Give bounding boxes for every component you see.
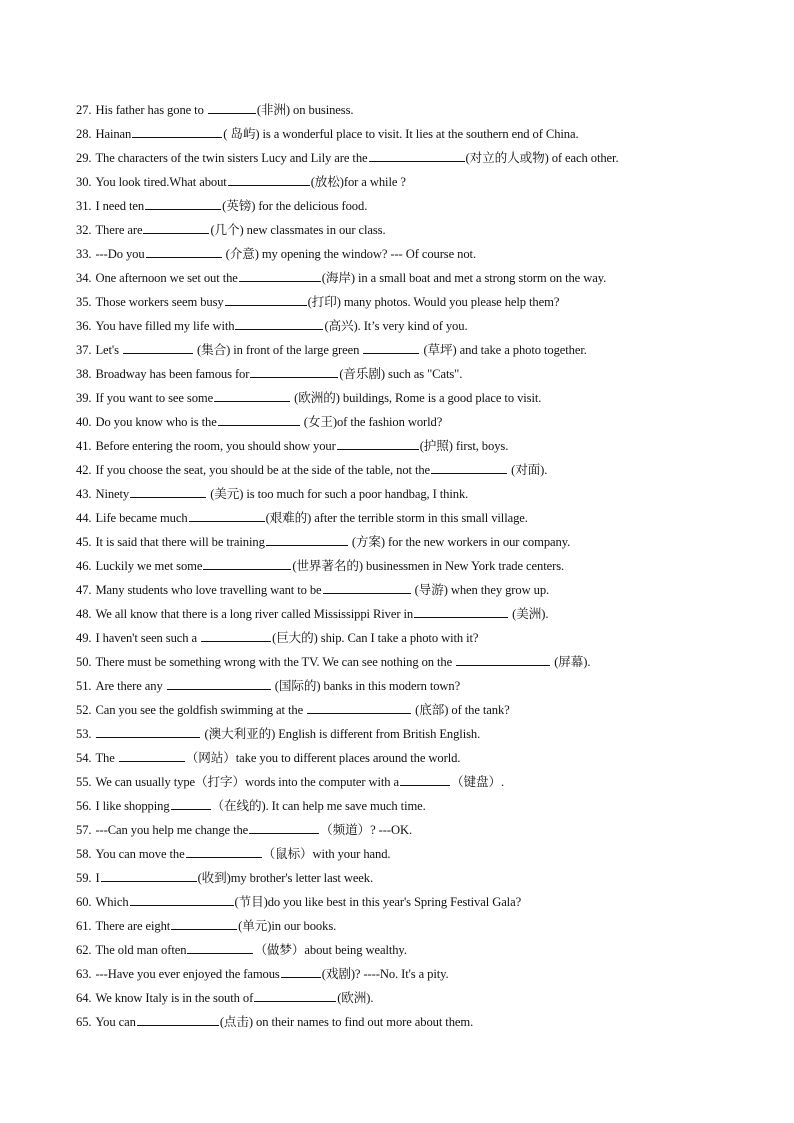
sentence-text: There must be something wrong with the TV. We can see nothing on the [95, 655, 456, 669]
sentence-text: You look tired.What about [95, 175, 227, 189]
sentence-text: Life became much [95, 511, 188, 525]
item-number: 30. [76, 175, 92, 189]
sentence-text: (非洲) on business. [256, 103, 354, 117]
sentence-text: (高兴). It’s very kind of you. [324, 319, 468, 333]
exercise-item [76, 652, 766, 676]
item-number: 64. [76, 991, 92, 1005]
sentence-text: （键盘）. [451, 775, 505, 789]
item-number: 65. [76, 1015, 92, 1029]
sentence-text: (屏幕). [551, 655, 591, 669]
sentence-text: Luckily we met some [95, 559, 203, 573]
exercise-item [76, 340, 766, 364]
exercise-item [76, 508, 766, 532]
sentence-text: (戏剧)? ----No. It's a pity. [321, 967, 449, 981]
exercise-item [76, 364, 766, 388]
exercise-item [76, 676, 766, 700]
answer-blank[interactable] [307, 700, 411, 714]
sentence-text: Ninety [95, 487, 130, 501]
sentence-text: (世界著名的) businessmen in New York trade centers. [292, 559, 565, 573]
answer-blank[interactable] [146, 244, 222, 258]
sentence-text: We can usually type（打字）words into the computer with a [95, 775, 400, 789]
item-number: 41. [76, 439, 92, 453]
item-number: 60. [76, 895, 92, 909]
sentence-text: You can move the [95, 847, 185, 861]
exercise-item [76, 172, 766, 196]
sentence-text: (艰难的) after the terrible storm in this small village. [265, 511, 528, 525]
answer-blank[interactable] [400, 772, 450, 786]
item-number: 43. [76, 487, 92, 501]
sentence-text: I haven't seen such a [95, 631, 201, 645]
answer-blank[interactable] [130, 484, 206, 498]
exercise-item [76, 916, 766, 940]
sentence-text: I need ten [95, 199, 145, 213]
sentence-text: I [95, 871, 100, 885]
exercise-item [76, 868, 766, 892]
exercise-item [76, 460, 766, 484]
sentence-text: (女王)of the fashion world? [300, 415, 443, 429]
exercise-item [76, 532, 766, 556]
answer-blank[interactable] [145, 196, 221, 210]
answer-blank[interactable] [414, 604, 508, 618]
sentence-text: （做梦）about being wealthy. [254, 943, 407, 957]
answer-blank[interactable] [225, 292, 307, 306]
item-number: 45. [76, 535, 92, 549]
sentence-text: There are [95, 223, 143, 237]
sentence-text: (单元)in our books. [238, 919, 337, 933]
answer-blank[interactable] [189, 508, 265, 522]
answer-blank[interactable] [171, 796, 211, 810]
answer-blank[interactable] [369, 148, 465, 162]
item-number: 29. [76, 151, 92, 165]
exercise-item [76, 268, 766, 292]
exercise-item [76, 820, 766, 844]
answer-blank[interactable] [186, 844, 262, 858]
sentence-text: (美元) is too much for such a poor handbag, I think. [207, 487, 469, 501]
sentence-text: (护照) first, boys. [419, 439, 509, 453]
answer-blank[interactable] [208, 100, 256, 114]
exercise-item [76, 100, 766, 124]
answer-blank[interactable] [119, 748, 185, 762]
sentence-text: (几个) new classmates in our class. [210, 223, 386, 237]
exercise-item [76, 892, 766, 916]
answer-blank[interactable] [431, 460, 507, 474]
sentence-text: The characters of the twin sisters Lucy and Lily are the [95, 151, 368, 165]
sentence-text: (对面). [508, 463, 548, 477]
item-number: 59. [76, 871, 92, 885]
sentence-text: Do you know who is the [95, 415, 217, 429]
sentence-text: There are eight [95, 919, 171, 933]
sentence-text: We all know that there is a long river called Mississippi River in [95, 607, 414, 621]
answer-blank[interactable] [167, 676, 271, 690]
sentence-text: The old man often [95, 943, 187, 957]
sentence-text: (欧洲). [337, 991, 374, 1005]
exercise-item [76, 316, 766, 340]
sentence-text: His father has gone to [95, 103, 207, 117]
item-number: 50. [76, 655, 92, 669]
item-number: 53. [76, 727, 92, 741]
sentence-text: (收到)my brother's letter last week. [197, 871, 374, 885]
sentence-text: It is said that there will be training [95, 535, 265, 549]
sentence-text: If you choose the seat, you should be at the side of the table, not the [95, 463, 431, 477]
item-number: 32. [76, 223, 92, 237]
sentence-text: (草坪) and take a photo together. [420, 343, 587, 357]
exercise-item [76, 1012, 766, 1036]
exercise-item [76, 436, 766, 460]
sentence-text: (点击) on their names to find out more about them. [219, 1015, 474, 1029]
item-number: 56. [76, 799, 92, 813]
sentence-text: Broadway has been famous for [95, 367, 250, 381]
exercise-item [76, 724, 766, 748]
answer-blank[interactable] [456, 652, 550, 666]
sentence-text: （频道）? ---OK. [320, 823, 413, 837]
answer-blank[interactable] [171, 916, 237, 930]
sentence-text: Hainan [95, 127, 132, 141]
sentence-text: (导游) when they grow up. [411, 583, 550, 597]
sentence-text: (打印) many photos. Would you please help them? [307, 295, 560, 309]
sentence-text: (放松)for a while ? [310, 175, 406, 189]
exercise-item [76, 484, 766, 508]
item-number: 28. [76, 127, 92, 141]
sentence-text: (节目)do you like best in this year's Spring Festival Gala? [234, 895, 522, 909]
item-number: 40. [76, 415, 92, 429]
answer-blank[interactable] [214, 388, 290, 402]
sentence-text: Those workers seem busy [95, 295, 224, 309]
exercise-item [76, 748, 766, 772]
item-number: 55. [76, 775, 92, 789]
item-number: 54. [76, 751, 92, 765]
answer-blank[interactable] [239, 268, 321, 282]
item-number: 33. [76, 247, 92, 261]
item-number: 62. [76, 943, 92, 957]
sentence-text: (英镑) for the delicious food. [222, 199, 368, 213]
sentence-text: (美洲). [509, 607, 549, 621]
item-number: 46. [76, 559, 92, 573]
exercise-item [76, 940, 766, 964]
item-number: 63. [76, 967, 92, 981]
item-number: 58. [76, 847, 92, 861]
sentence-text: Which [95, 895, 129, 909]
sentence-text: ( 岛屿) is a wonderful place to visit. It lies at the southern end of China. [223, 127, 579, 141]
sentence-text: I like shopping [95, 799, 170, 813]
exercise-item [76, 196, 766, 220]
exercise-item [76, 700, 766, 724]
answer-blank[interactable] [123, 340, 193, 354]
exercise-item [76, 580, 766, 604]
exercise-item [76, 244, 766, 268]
answer-blank[interactable] [228, 172, 310, 186]
answer-blank[interactable] [249, 820, 319, 834]
sentence-text: (介意) my opening the window? --- Of course not. [222, 247, 476, 261]
item-number: 31. [76, 199, 92, 213]
item-number: 42. [76, 463, 92, 477]
sentence-text: （鼠标）with your hand. [262, 847, 391, 861]
item-number: 61. [76, 919, 92, 933]
sentence-text: ---Have you ever enjoyed the famous [95, 967, 280, 981]
answer-blank[interactable] [137, 1012, 219, 1026]
answer-blank[interactable] [363, 340, 419, 354]
sentence-text: （网站）take you to different places around the world. [185, 751, 461, 765]
answer-blank[interactable] [201, 628, 271, 642]
exercise-item [76, 844, 766, 868]
sentence-text: ---Can you help me change the [95, 823, 249, 837]
answer-blank[interactable] [254, 988, 336, 1002]
exercise-list [76, 100, 766, 1036]
item-number: 35. [76, 295, 92, 309]
answer-blank[interactable] [250, 364, 338, 378]
exercise-item [76, 964, 766, 988]
item-number: 38. [76, 367, 92, 381]
sentence-text: (国际的) banks in this modern town? [271, 679, 461, 693]
sentence-text: (巨大的) ship. Can I take a photo with it? [272, 631, 479, 645]
sentence-text: Can you see the goldfish swimming at the [95, 703, 307, 717]
answer-blank[interactable] [187, 940, 253, 954]
sentence-text: Let's [95, 343, 122, 357]
sentence-text: You can [95, 1015, 136, 1029]
answer-blank[interactable] [101, 868, 197, 882]
answer-blank[interactable] [143, 220, 209, 234]
sentence-text: (方案) for the new workers in our company. [348, 535, 571, 549]
answer-blank[interactable] [323, 580, 411, 594]
sentence-text: (对立的人或物) of each other. [465, 151, 619, 165]
sentence-text: （在线的). It can help me save much time. [211, 799, 426, 813]
exercise-item [76, 292, 766, 316]
item-number: 36. [76, 319, 92, 333]
sentence-text: (澳大利亚的) English is different from British English. [201, 727, 481, 741]
answer-blank[interactable] [235, 316, 323, 330]
sentence-text: We know Italy is in the south of [95, 991, 254, 1005]
answer-blank[interactable] [337, 436, 419, 450]
sentence-text: (集合) in front of the large green [193, 343, 363, 357]
exercise-item [76, 556, 766, 580]
item-number: 34. [76, 271, 92, 285]
answer-blank[interactable] [203, 556, 291, 570]
sentence-text: The [95, 751, 118, 765]
answer-blank[interactable] [218, 412, 300, 426]
sentence-text: (海岸) in a small boat and met a strong storm on the way. [321, 271, 607, 285]
exercise-item [76, 148, 766, 172]
sentence-text: Before entering the room, you should show your [95, 439, 336, 453]
sentence-text: (欧洲的) buildings, Rome is a good place to visit. [291, 391, 542, 405]
sentence-text: One afternoon we set out the [95, 271, 238, 285]
exercise-item [76, 604, 766, 628]
answer-blank[interactable] [281, 964, 321, 978]
exercise-item [76, 628, 766, 652]
item-number: 52. [76, 703, 92, 717]
exercise-item [76, 412, 766, 436]
answer-blank[interactable] [96, 724, 200, 738]
item-number: 48. [76, 607, 92, 621]
item-number: 44. [76, 511, 92, 525]
answer-blank[interactable] [266, 532, 348, 546]
sentence-text: Are there any [95, 679, 166, 693]
exercise-item [76, 220, 766, 244]
sentence-text: You have filled my life with [95, 319, 235, 333]
answer-blank[interactable] [130, 892, 234, 906]
item-number: 49. [76, 631, 92, 645]
item-number: 47. [76, 583, 92, 597]
exercise-item [76, 124, 766, 148]
sentence-text: Many students who love travelling want to be [95, 583, 322, 597]
item-number: 27. [76, 103, 92, 117]
exercise-item [76, 796, 766, 820]
item-number: 39. [76, 391, 92, 405]
item-number: 57. [76, 823, 92, 837]
sentence-text: (音乐剧) such as "Cats". [339, 367, 463, 381]
item-number: 37. [76, 343, 92, 357]
sentence-text: (底部) of the tank? [412, 703, 510, 717]
answer-blank[interactable] [132, 124, 222, 138]
sentence-text: ---Do you [95, 247, 145, 261]
item-number: 51. [76, 679, 92, 693]
exercise-item [76, 388, 766, 412]
sentence-text: If you want to see some [95, 391, 214, 405]
exercise-item [76, 988, 766, 1012]
exercise-item [76, 772, 766, 796]
